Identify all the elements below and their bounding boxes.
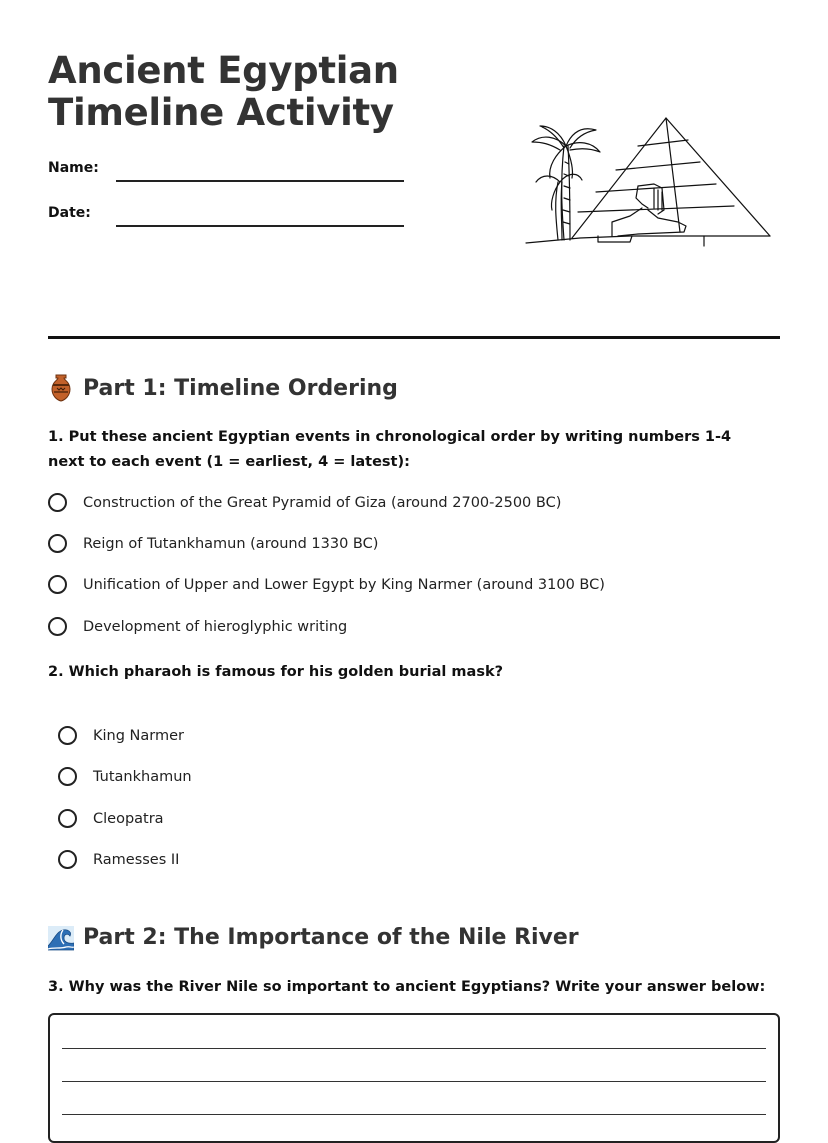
radio-button[interactable] xyxy=(48,617,67,636)
option-label: Tutankhamun xyxy=(93,768,192,785)
q1-option-3[interactable] xyxy=(48,575,605,594)
part1-title: Part 1: Timeline Ordering xyxy=(83,375,398,401)
q2-option-2[interactable] xyxy=(58,767,192,786)
q1-option-4[interactable] xyxy=(48,617,347,636)
option-label: Cleopatra xyxy=(93,810,164,827)
part2-title: Part 2: The Importance of the Nile River xyxy=(83,924,579,950)
date-field[interactable] xyxy=(116,225,404,227)
question-3: 3. Why was the River Nile so important to ancient Egyptians? Write your answer below: xyxy=(48,979,766,995)
pyramid-sphinx-palm-illustration xyxy=(520,112,780,252)
q2-option-1[interactable] xyxy=(58,726,184,745)
question-1: 1. Put these ancient Egyptian events in chronological order by writing numbers 1-4 next to each event (1 = earliest, 4 = latest): xyxy=(48,429,732,470)
title-line-1: Ancient Egyptian xyxy=(48,49,399,92)
radio-button[interactable] xyxy=(48,534,67,553)
answer-box[interactable] xyxy=(48,1013,780,1143)
option-label: King Narmer xyxy=(93,727,184,744)
name-label: Name: xyxy=(48,160,99,176)
option-label: Reign of Tutankhamun (around 1330 BC) xyxy=(83,535,379,552)
q2-option-4[interactable] xyxy=(58,850,179,869)
amphora-icon xyxy=(48,373,74,403)
date-label: Date: xyxy=(48,205,91,221)
radio-button[interactable] xyxy=(58,809,77,828)
q1-option-1[interactable] xyxy=(48,493,561,512)
radio-button[interactable] xyxy=(58,850,77,869)
option-label: Ramesses II xyxy=(93,851,180,868)
q1-option-2[interactable] xyxy=(48,534,378,553)
answer-line xyxy=(62,1081,766,1082)
radio-button[interactable] xyxy=(48,493,67,512)
radio-button[interactable] xyxy=(58,726,77,745)
part2-heading xyxy=(48,922,579,952)
option-label: Construction of the Great Pyramid of Giza (around 2700-2500 BC) xyxy=(83,494,562,511)
answer-line xyxy=(62,1114,766,1115)
question-2: 2. Which pharaoh is famous for his golden burial mask? xyxy=(48,664,504,680)
radio-button[interactable] xyxy=(58,767,77,786)
radio-button[interactable] xyxy=(48,575,67,594)
q2-option-3[interactable] xyxy=(58,809,164,828)
wave-icon xyxy=(48,922,74,952)
name-field[interactable] xyxy=(116,180,404,182)
worksheet-title xyxy=(48,50,399,134)
part1-heading xyxy=(48,373,398,403)
title-line-2: Timeline Activity xyxy=(48,91,394,134)
option-label: Unification of Upper and Lower Egypt by King Narmer (around 3100 BC) xyxy=(83,576,605,593)
option-label: Development of hieroglyphic writing xyxy=(83,618,348,635)
answer-line xyxy=(62,1048,766,1049)
section-divider xyxy=(48,336,780,339)
